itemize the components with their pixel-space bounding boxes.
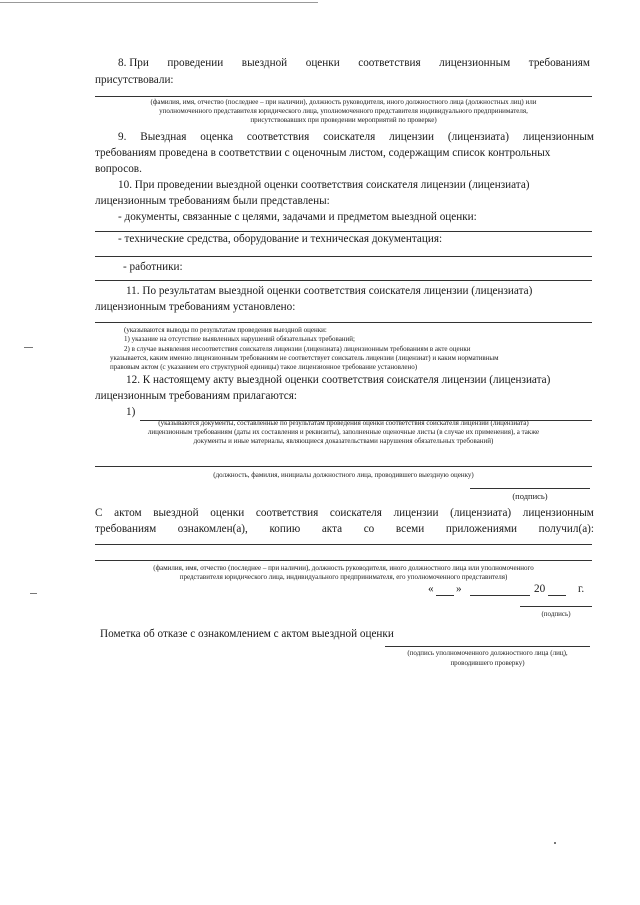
scan-edge-line bbox=[0, 2, 318, 3]
date-close-quote: » bbox=[456, 583, 462, 595]
item8-line1: 8. При проведении выездной оценки соответствия лицензионным требованиям bbox=[118, 57, 590, 69]
scan-mark bbox=[24, 347, 33, 348]
date-day-line bbox=[436, 595, 454, 596]
item11-line1: 11. По результатам выездной оценки соответствия соискателя лицензии (лицензиата) bbox=[126, 285, 533, 297]
date-open-quote: « bbox=[428, 583, 434, 595]
item8-line2: присутствовали: bbox=[95, 74, 174, 86]
inspector-note: (должность, фамилия, инициалы должностного лица, проводившего выездную оценку) bbox=[213, 471, 474, 479]
refusal-note-line2: проводившего проверку) bbox=[450, 659, 525, 667]
inspector-signature-line bbox=[470, 488, 590, 489]
acknowledge-signature-label: (подпись) bbox=[541, 610, 571, 618]
item8-fill-line bbox=[95, 96, 592, 97]
item9-line2: требованиям проведена в соответствии с оценочным листом, содержащим список контрольных bbox=[95, 147, 551, 159]
date-year-prefix: 20 bbox=[534, 583, 546, 595]
date-year-suffix: г. bbox=[578, 583, 585, 595]
acknowledge-note-line1: (фамилия, имя, отчество (последнее – при наличии), должность руководителя, иного должностного лица или уполномоченного bbox=[153, 564, 534, 572]
scan-mark bbox=[30, 593, 37, 594]
item11-note-line5: правовым актом (с указанием его структурной единицы) такое лицензионное требование установлено) bbox=[110, 363, 418, 371]
date-year-line bbox=[548, 595, 566, 596]
item11-fill-line bbox=[95, 322, 592, 323]
item10-line2: лицензионным требованиям были представлены: bbox=[95, 195, 330, 207]
acknowledge-note-line2: представителя юридического лица, индивидуального предпринимателя, его уполномоченного представителя) bbox=[179, 573, 508, 581]
item12-entry-number: 1) bbox=[126, 406, 136, 418]
refusal-signature-line bbox=[385, 646, 590, 647]
item10-line1: 10. При проведении выездной оценки соответствия соискателя лицензии (лицензиата) bbox=[118, 179, 530, 191]
item8-note-line3: присутствовавших при проведении мероприятий по проверке) bbox=[250, 116, 437, 124]
item11-note-line3: 2) в случае выявления несоответствия соискателя лицензии (лицензиата) лицензионным требованиям в акте оценки bbox=[124, 345, 471, 353]
item12-note-line3: документы и иные материалы, являющиеся доказательствами нарушения обязательных требований) bbox=[193, 437, 494, 445]
item8-note-line2: уполномоченного представителя юридического лица, уполномоченного представителя индивидуального предпринимателя, bbox=[159, 107, 528, 115]
inspector-name-line bbox=[95, 466, 592, 467]
item10-docs: - документы, связанные с целями, задачами и предметом выездной оценки: bbox=[118, 211, 477, 223]
item10-workers-line bbox=[95, 280, 592, 281]
item11-note-line2: 1) указание на отсутствие выявленных нарушений обязательных требований; bbox=[124, 335, 355, 343]
refusal-note-line1: (подпись уполномоченного должностного лица (лиц), bbox=[407, 649, 568, 657]
item8-note-line1: (фамилия, имя, отчество (последнее – при наличии), должность руководителя, иного должностного лица (должностных лиц) или bbox=[150, 98, 537, 106]
item11-line2: лицензионным требованиям установлено: bbox=[95, 301, 296, 313]
acknowledge-line1: С актом выездной оценки соответствия соискателя лицензии (лицензиата) лицензионным bbox=[95, 507, 594, 519]
scan-mark bbox=[554, 842, 556, 844]
item11-note-line4: указывается, каким именно лицензионным требованиям не соответствует соискатель лицензии (лицензиат) и каким нормативным bbox=[110, 354, 499, 362]
item12-line2: лицензионным требованиям прилагаются: bbox=[95, 390, 297, 402]
item10-equipment-line bbox=[95, 256, 592, 257]
acknowledge-signature-line bbox=[520, 606, 592, 607]
refusal-label: Пометка об отказе с ознакомлением с актом выездной оценки bbox=[100, 628, 394, 640]
item10-workers: - работники: bbox=[123, 261, 183, 273]
item11-note-line1: (указываются выводы по результатам проведения выездной оценки: bbox=[124, 326, 327, 334]
item12-line1: 12. К настоящему акту выездной оценки соответствия соискателя лицензии (лицензиата) bbox=[126, 374, 551, 386]
acknowledge-fill-line2 bbox=[95, 560, 592, 561]
item9-line3: вопросов. bbox=[95, 163, 142, 175]
item10-equipment: - технические средства, оборудование и техническая документация: bbox=[118, 233, 443, 245]
item12-note-line1: (указываются документы, составленные по результатам проведения оценки соответствия соискателя лицензии (лицензиата) bbox=[158, 419, 529, 427]
acknowledge-fill-line1 bbox=[95, 544, 592, 545]
item10-docs-line bbox=[95, 231, 592, 232]
inspector-signature-label: (подпись) bbox=[512, 491, 548, 501]
item12-note-line2: лицензионным требованиям (даты их составления и реквизиты), заполненные оценочные листы (в случае их применения), а также bbox=[147, 428, 540, 436]
date-month-line bbox=[470, 595, 530, 596]
acknowledge-line2: требованиям ознакомлен(а), копию акта со всеми приложениями получил(а): bbox=[95, 523, 594, 535]
item9-line1: 9. Выездная оценка соответствия соискателя лицензии (лицензиата) лицензионным bbox=[118, 131, 594, 143]
